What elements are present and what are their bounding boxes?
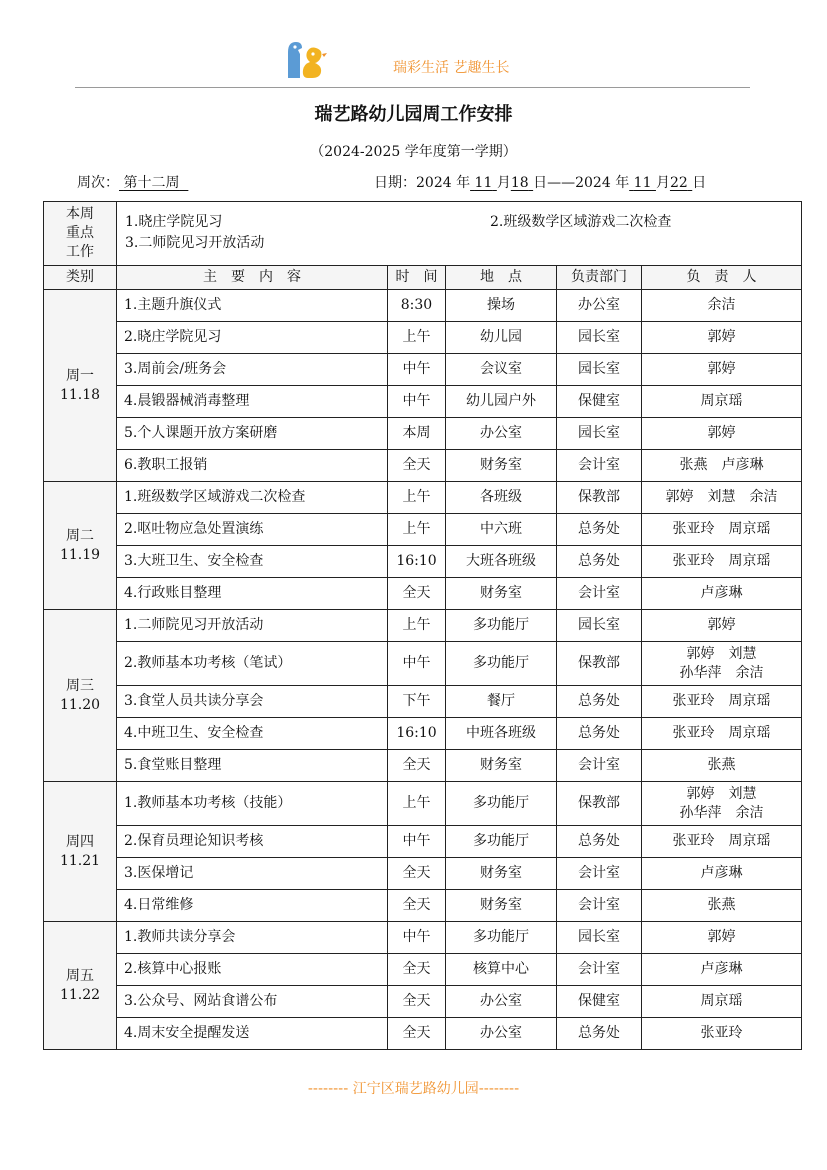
weekly-schedule-table [43,201,802,1050]
day-date: 11.18 [59,386,101,403]
person-names: 余洁 [707,297,736,313]
person-cell [642,986,802,1018]
table-row [44,386,802,418]
place-cell: 多功能厅 [446,610,557,642]
person-names: 郭婷 [707,361,736,377]
content-cell: 4.日常维修 [117,890,388,922]
place-cell: 餐厅 [446,686,557,718]
end-month: 11 [633,175,652,191]
person-names: 郭婷 [707,617,736,633]
table-row [44,642,802,686]
week-info [77,172,188,192]
time-cell: 全天 [388,858,446,890]
person-names: 张亚玲 [700,1025,743,1041]
person-names: 张燕 [707,897,736,913]
person-names: 卢彦琳 [700,585,743,601]
kindergarten-logo [282,38,328,80]
table-row [44,578,802,610]
table-row [44,450,802,482]
person-cell [642,718,802,750]
week-value: 第十二周 [123,175,180,191]
person-names: 周京瑶 [700,393,743,409]
person-cell [642,686,802,718]
time-cell: 全天 [388,450,446,482]
dept-cell: 会计室 [557,750,642,782]
dept-cell: 会计室 [557,858,642,890]
table-row [44,858,802,890]
place-cell: 财务室 [446,578,557,610]
person-cell [642,954,802,986]
person-names: 郭婷 [707,929,736,945]
person-cell [642,1018,802,1050]
person-names: 周京瑶 [700,993,743,1009]
content-cell: 2.呕吐物应急处置演练 [117,514,388,546]
person-cell [642,610,802,642]
time-cell: 全天 [388,750,446,782]
person-names: 张燕 卢彦琳 [679,457,764,473]
date-info: 日期：2024 年 11 月18 日——2024 年 11 月22 日 [374,175,707,191]
dept-cell: 总务处 [557,686,642,718]
column-header: 主 要 内 容 [117,266,388,290]
table-row [44,482,802,514]
column-header: 类别 [44,266,117,290]
dept-cell: 会计室 [557,890,642,922]
key-work-row [44,202,802,266]
content-cell: 5.个人课题开放方案研磨 [117,418,388,450]
dept-cell: 总务处 [557,546,642,578]
time-cell: 上午 [388,610,446,642]
person-cell [642,290,802,322]
column-header: 负责部门 [557,266,642,290]
place-cell: 中六班 [446,514,557,546]
day-date: 11.21 [59,852,101,869]
table-row [44,1018,802,1050]
person-cell [642,922,802,954]
person-cell [642,386,802,418]
dept-cell: 会计室 [557,954,642,986]
table-row [44,354,802,386]
content-cell: 2.核算中心报账 [117,954,388,986]
time-cell: 下午 [388,686,446,718]
footer-text: -------- 江宁区瑞艺路幼儿园-------- [307,1081,520,1097]
person-cell [642,322,802,354]
table-row [44,986,802,1018]
time-cell: 中午 [388,922,446,954]
day-date: 11.19 [59,546,101,563]
week-label: 周次： [77,175,119,191]
date-label: 日期： [374,175,416,191]
time-cell: 8:30 [388,290,446,322]
time-cell: 中午 [388,386,446,418]
key-work-label: 本周 重点 工作 [44,202,117,266]
dept-cell: 园长室 [557,354,642,386]
table-row [44,782,802,826]
person-cell [642,750,802,782]
person-names: 郭婷 [707,329,736,345]
dept-cell: 会计室 [557,578,642,610]
column-header: 地 点 [446,266,557,290]
header-slogan: 瑞彩生活 艺趣生长 [393,60,510,76]
table-row [44,890,802,922]
place-cell: 财务室 [446,890,557,922]
time-cell: 中午 [388,642,446,686]
place-cell: 大班各班级 [446,546,557,578]
dept-cell: 总务处 [557,718,642,750]
time-cell: 全天 [388,954,446,986]
key-work-item: 1.晓庄学院见习 [125,213,223,230]
column-header: 负 责 人 [642,266,802,290]
end-year: 2024 [575,175,611,191]
day-cell [44,610,117,782]
content-cell: 4.晨锻器械消毒整理 [117,386,388,418]
table-row [44,826,802,858]
table-row [44,514,802,546]
person-names: 张亚玲 周京瑶 [672,725,771,741]
day-cell [44,922,117,1050]
person-names: 张亚玲 周京瑶 [672,553,771,569]
person-names: 张燕 [707,757,736,773]
time-cell: 上午 [388,482,446,514]
day-name: 周一 [66,367,94,384]
time-cell: 16:10 [388,718,446,750]
dept-cell: 园长室 [557,922,642,954]
place-cell: 多功能厅 [446,826,557,858]
person-cell [642,858,802,890]
person-names: 张亚玲 周京瑶 [672,833,771,849]
place-cell: 多功能厅 [446,922,557,954]
day-name: 周四 [66,833,94,850]
table-row [44,922,802,954]
person-cell [642,826,802,858]
place-cell: 会议室 [446,354,557,386]
time-cell: 中午 [388,354,446,386]
person-cell [642,418,802,450]
content-cell: 5.食堂账目整理 [117,750,388,782]
start-month: 11 [474,175,493,191]
table-row [44,290,802,322]
dept-cell: 保教部 [557,642,642,686]
column-header: 时 间 [388,266,446,290]
place-cell: 幼儿园户外 [446,386,557,418]
content-cell: 1.主题升旗仪式 [117,290,388,322]
person-cell [642,514,802,546]
content-cell: 1.教师共读分享会 [117,922,388,954]
dept-cell: 会计室 [557,450,642,482]
dept-cell: 园长室 [557,610,642,642]
day-cell [44,482,117,610]
dept-cell: 总务处 [557,514,642,546]
dept-cell: 保教部 [557,482,642,514]
table-row [44,610,802,642]
content-cell: 3.医保增记 [117,858,388,890]
place-cell: 办公室 [446,418,557,450]
person-cell [642,546,802,578]
person-cell [642,450,802,482]
person-names: 孙华萍 余洁 [679,664,764,681]
dept-cell: 办公室 [557,290,642,322]
person-names: 郭婷 刘慧 [686,785,757,802]
day-date: 11.20 [59,696,101,713]
table-row [44,418,802,450]
dept-cell: 总务处 [557,826,642,858]
content-cell: 3.大班卫生、安全检查 [117,546,388,578]
place-cell: 中班各班级 [446,718,557,750]
start-day: 18 [510,175,529,191]
time-cell: 全天 [388,986,446,1018]
place-cell: 财务室 [446,750,557,782]
place-cell: 核算中心 [446,954,557,986]
content-cell: 4.周末安全提醒发送 [117,1018,388,1050]
place-cell: 财务室 [446,858,557,890]
header-divider [75,87,750,88]
person-names: 郭婷 刘慧 [686,645,757,662]
content-cell: 1.二师院见习开放活动 [117,610,388,642]
content-cell: 4.行政账目整理 [117,578,388,610]
person-cell [642,578,802,610]
person-names: 孙华萍 余洁 [679,804,764,821]
person-names: 郭婷 [707,425,736,441]
place-cell: 操场 [446,290,557,322]
day-name: 周五 [66,967,94,984]
key-work-content [117,202,802,266]
person-cell [642,482,802,514]
time-cell: 上午 [388,514,446,546]
end-day: 22 [669,175,688,191]
page-subtitle: （2024-2025 学年度第一学期） [310,144,517,160]
dept-cell: 保健室 [557,386,642,418]
key-work-item: 3.二师院见习开放活动 [125,234,265,251]
person-names: 张亚玲 周京瑶 [672,693,771,709]
place-cell: 财务室 [446,450,557,482]
person-cell [642,782,802,826]
table-row [44,954,802,986]
content-cell: 4.中班卫生、安全检查 [117,718,388,750]
table-row [44,750,802,782]
date-separator: —— [547,175,576,191]
place-cell: 各班级 [446,482,557,514]
key-work-item: 2.班级数学区域游戏二次检查 [490,213,672,230]
person-names: 郭婷 刘慧 余洁 [665,489,778,505]
dept-cell: 园长室 [557,322,642,354]
content-cell: 2.晓庄学院见习 [117,322,388,354]
time-cell: 16:10 [388,546,446,578]
place-cell: 幼儿园 [446,322,557,354]
table-row [44,546,802,578]
page-title: 瑞艺路幼儿园周工作安排 [314,104,513,125]
content-cell: 3.周前会/班务会 [117,354,388,386]
place-cell: 办公室 [446,986,557,1018]
time-cell: 全天 [388,1018,446,1050]
person-names: 张亚玲 周京瑶 [672,521,771,537]
person-cell [642,642,802,686]
table-row [44,322,802,354]
content-cell: 3.公众号、网站食谱公布 [117,986,388,1018]
time-cell: 全天 [388,578,446,610]
dept-cell: 保健室 [557,986,642,1018]
content-cell: 1.教师基本功考核（技能） [117,782,388,826]
person-names: 卢彦琳 [700,961,743,977]
content-cell: 2.保育员理论知识考核 [117,826,388,858]
dept-cell: 总务处 [557,1018,642,1050]
content-cell: 2.教师基本功考核（笔试） [117,642,388,686]
time-cell: 全天 [388,890,446,922]
day-name: 周三 [66,677,94,694]
content-cell: 6.教职工报销 [117,450,388,482]
time-cell: 上午 [388,782,446,826]
day-date: 11.22 [59,986,101,1003]
content-cell: 1.班级数学区域游戏二次检查 [117,482,388,514]
table-row [44,718,802,750]
dept-cell: 园长室 [557,418,642,450]
time-cell: 本周 [388,418,446,450]
start-year: 2024 [416,175,452,191]
person-names: 卢彦琳 [700,865,743,881]
content-cell: 3.食堂人员共读分享会 [117,686,388,718]
time-cell: 上午 [388,322,446,354]
person-cell [642,890,802,922]
time-cell: 中午 [388,826,446,858]
day-name: 周二 [66,527,94,544]
place-cell: 办公室 [446,1018,557,1050]
day-cell [44,290,117,482]
person-cell [642,354,802,386]
place-cell: 多功能厅 [446,782,557,826]
day-cell [44,782,117,922]
table-row [44,686,802,718]
dept-cell: 保教部 [557,782,642,826]
place-cell: 多功能厅 [446,642,557,686]
table-header-row [44,266,802,290]
